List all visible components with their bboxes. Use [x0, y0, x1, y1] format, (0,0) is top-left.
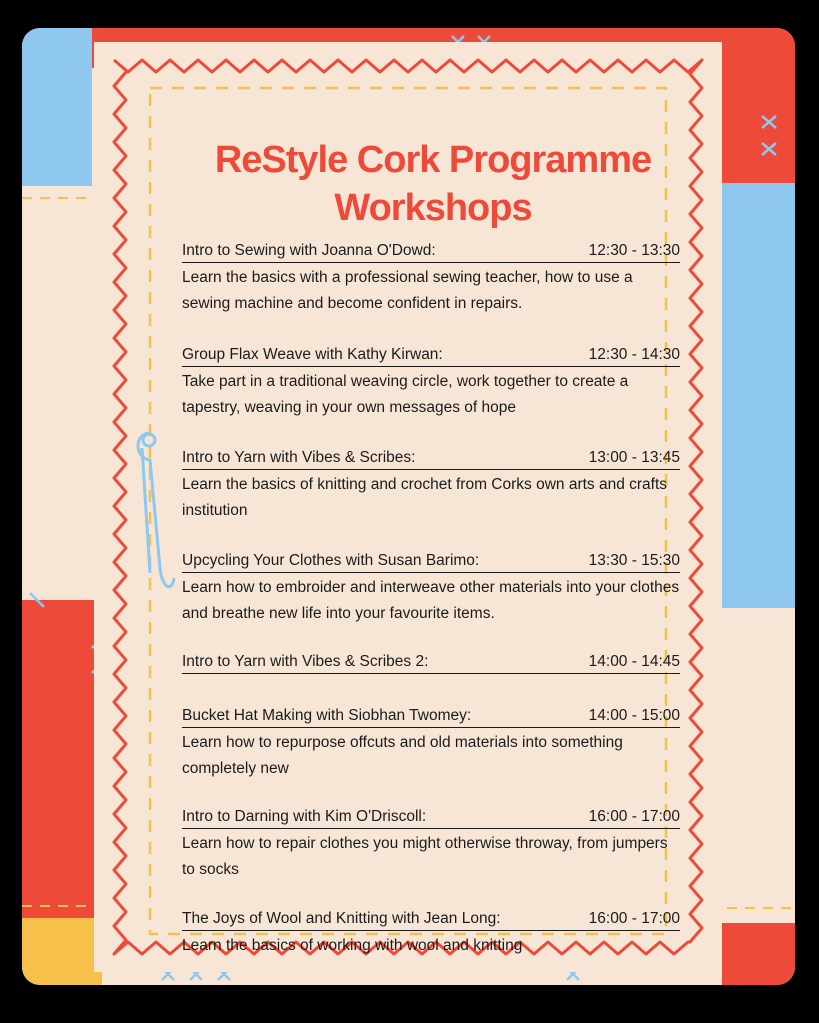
workshop-time: 14:00 - 14:45 — [588, 653, 680, 670]
workshop-description: Take part in a traditional weaving circle, work together to create a tapestry, weaving in your own messages of hope — [182, 373, 629, 416]
workshop-time: 13:00 - 13:45 — [588, 449, 680, 466]
workshop-description: Learn the basics of knitting and crochet from Corks own arts and crafts institution — [182, 476, 668, 519]
workshop-description: Learn how to repurpose offcuts and old materials into something completely new — [182, 734, 623, 777]
workshop-name: Intro to Darning with Kim O'Driscoll: — [182, 808, 427, 825]
workshop-description: Learn the basics with a professional sewing teacher, how to use a sewing machine and become confident in repairs. — [182, 269, 633, 312]
workshop-item — [182, 806, 680, 883]
workshop-time: 12:30 - 14:30 — [588, 346, 680, 363]
red-patch-bottom-right — [722, 923, 795, 985]
workshop-name: Bucket Hat Making with Siobhan Twomey: — [182, 707, 472, 724]
blue-patch-right — [720, 183, 795, 608]
workshop-description: Learn how to repair clothes you might otherwise throway, from jumpers to socks — [182, 835, 668, 878]
yellow-patch-bottom-left — [22, 918, 102, 985]
workshop-item — [182, 651, 680, 674]
workshop-card — [174, 122, 692, 960]
workshop-name: Intro to Sewing with Joanna O'Dowd: — [182, 242, 436, 259]
workshop-description: Learn the basics of working with wool and knitting — [182, 937, 523, 954]
poster — [22, 28, 795, 985]
blue-patch-top-left — [22, 28, 92, 186]
workshop-name: Group Flax Weave with Kathy Kirwan: — [182, 346, 443, 363]
workshop-description: Learn how to embroider and interweave other materials into your clothes and breathe new life into your favourite items. — [182, 579, 680, 622]
workshop-item — [182, 705, 680, 782]
workshop-time: 16:00 - 17:00 — [588, 910, 680, 927]
page-title-line-1: ReStyle Cork Programme — [214, 139, 652, 181]
workshop-item — [182, 550, 680, 627]
workshop-item — [182, 344, 680, 421]
workshop-time: 13:30 - 15:30 — [588, 552, 680, 569]
workshop-name: Intro to Yarn with Vibes & Scribes: — [182, 449, 416, 466]
red-patch-top-right — [722, 28, 795, 186]
workshop-name: Intro to Yarn with Vibes & Scribes 2: — [182, 653, 429, 670]
workshop-item — [182, 447, 680, 524]
page-title-line-2: Workshops — [334, 187, 532, 229]
workshop-name: The Joys of Wool and Knitting with Jean Long: — [182, 910, 501, 927]
workshop-time: 14:00 - 15:00 — [588, 707, 680, 724]
workshop-time: 16:00 - 17:00 — [588, 808, 680, 825]
workshop-name: Upcycling Your Clothes with Susan Barimo: — [182, 552, 480, 569]
workshop-time: 12:30 - 13:30 — [588, 242, 680, 259]
workshop-item — [182, 240, 680, 317]
workshop-item — [182, 908, 680, 959]
red-patch-left — [22, 600, 94, 925]
